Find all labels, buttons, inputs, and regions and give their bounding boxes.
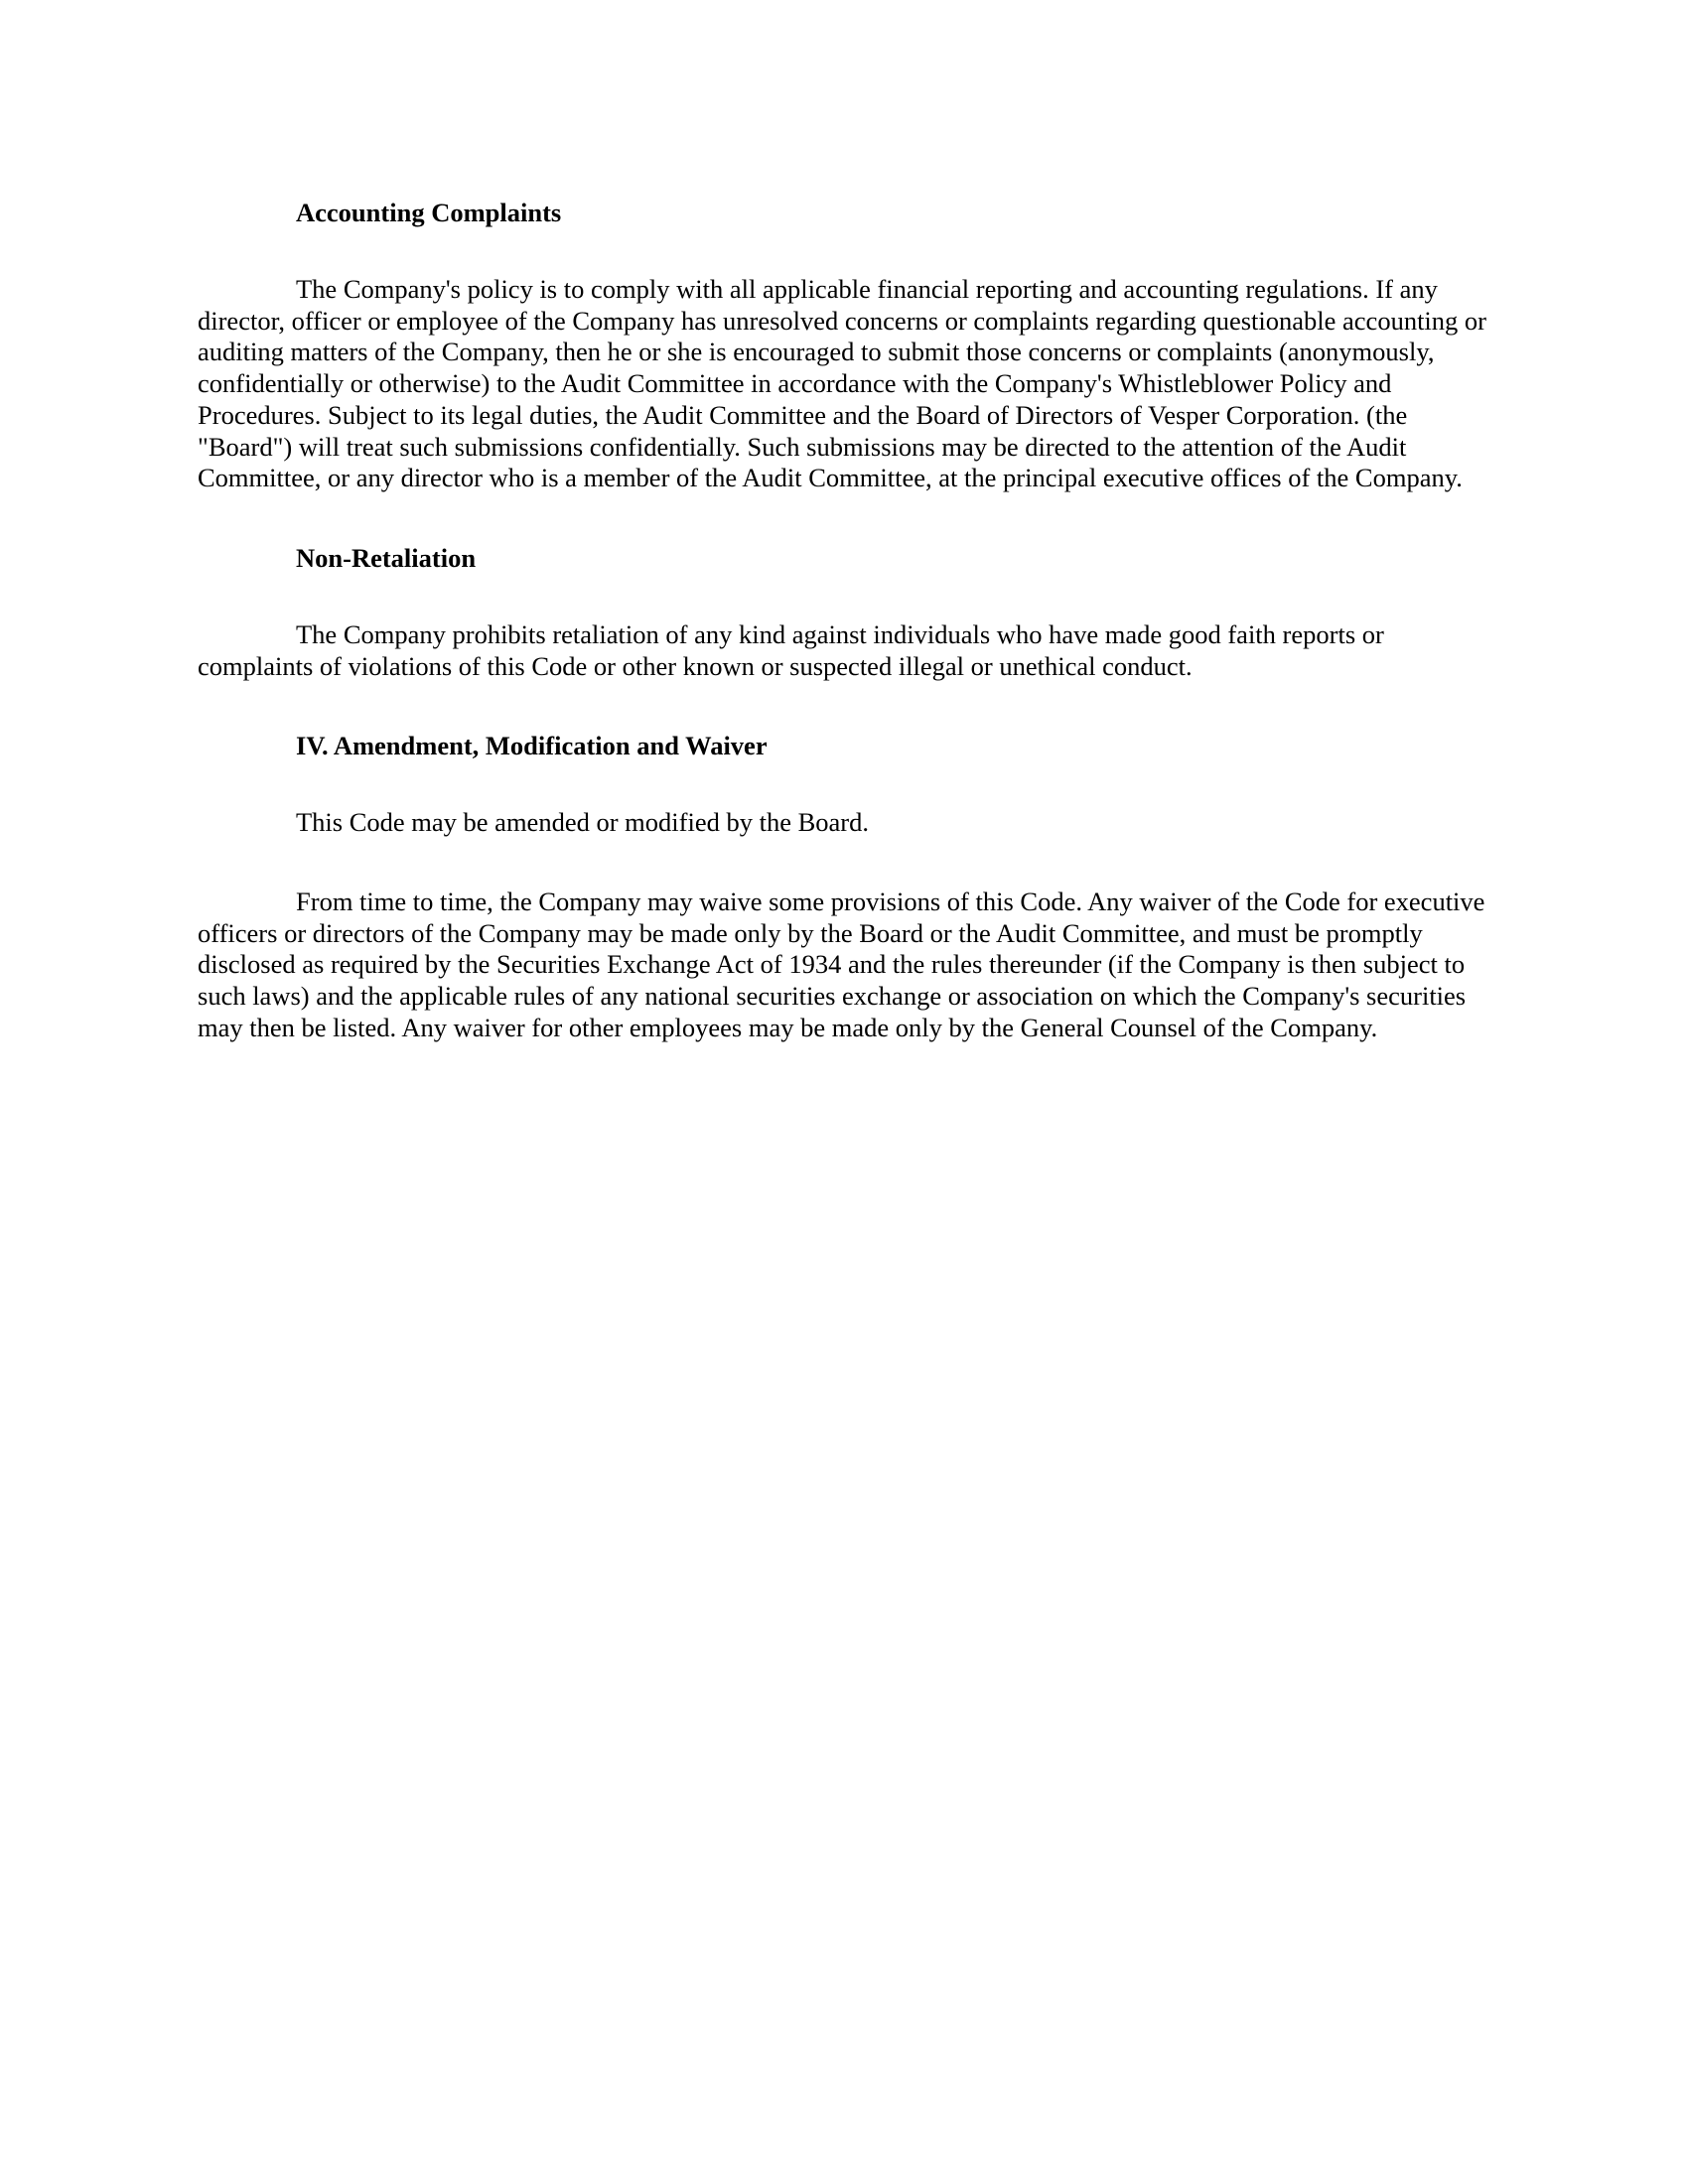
heading-non-retaliation: Non-Retaliation	[296, 542, 477, 573]
paragraph-accounting-complaints: The Company's policy is to comply with all applicable financial reporting and accounting regulations. If any director, officer or employee of the Company has unresolved concerns or complaints regarding questionable accounting or auditing matters of the Company, then he or she is encouraged to submit those concerns or complaints (anonymously, confidentially or otherwise) to the Audit Committee in accordance with the Company's Whistleblower Policy and Procedures. Subject to its legal duties, the Audit Committee and the Board of Directors of Vesper Corporation. (the "Board") will treat such submissions confidentially. Such submissions may be directed to the attention of the Audit Committee, or any director who is a member of the Audit Committee, at the principal executive offices of the Company.	[198, 274, 1486, 493]
paragraph-amendment-1: This Code may be amended or modified by the Board.	[296, 807, 869, 838]
page-content	[198, 197, 1488, 1044]
heading-accounting-complaints: Accounting Complaints	[296, 198, 562, 227]
paragraph-non-retaliation: The Company prohibits retaliation of any kind against individuals who have made good faith reports or complaints of violations of this Code or other known or suspected illegal or unethical conduct.	[198, 618, 1384, 681]
heading-amendment: IV. Amendment, Modification and Waiver	[296, 731, 768, 761]
paragraph-amendment-2: From time to time, the Company may waive some provisions of this Code. Any waiver of the Code for executive officers or directors of the Company may be made only by the Board or the Audit Committee, and must be promptly disclosed as required by the Securities Exchange Act of 1934 and the rules thereunder (if the Company is then subject to such laws) and the applicable rules of any national securities exchange or association on which the Company's securities may then be listed. Any waiver for other employees may be made only by the General Counsel of the Company.	[198, 887, 1485, 1042]
